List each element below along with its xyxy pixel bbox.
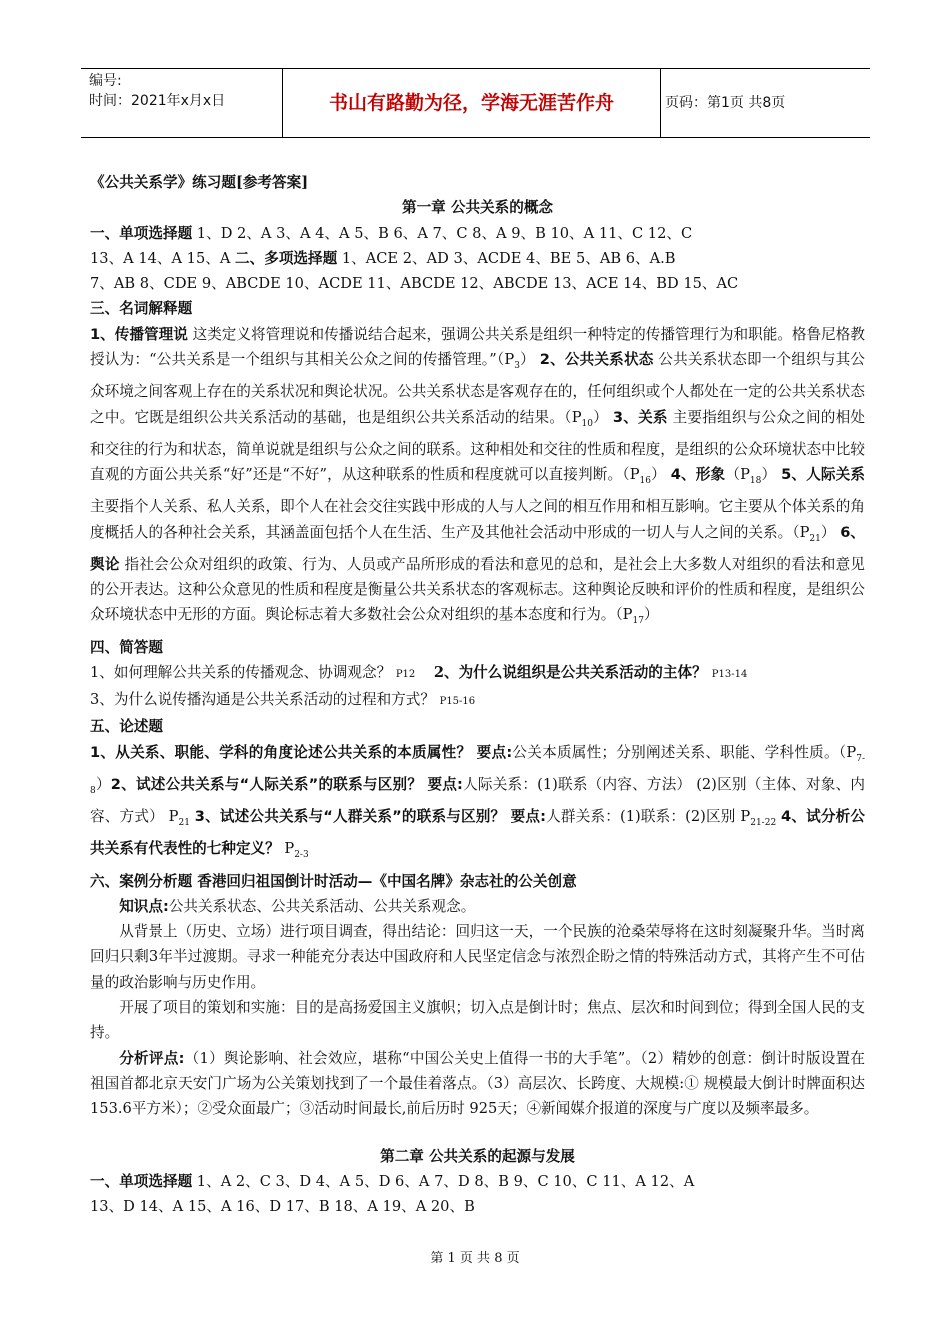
short-q3: 3、为什么说传播沟通是公共关系活动的过程和方式？ bbox=[90, 691, 440, 709]
header-motto-cell bbox=[283, 69, 661, 137]
essay-q2-head: 2、试述公共关系与“人际关系”的联系与区别？ 要点: bbox=[110, 775, 463, 793]
page-footer: 第 1 页 共 8 页 bbox=[430, 1251, 520, 1266]
term-6-text: 指社会公众对组织的政策、行为、人员或产品所形成的看法和意见的总和，是社会上大多数人对组织的看法和意见的公开表达。这种公众意见的性质和程度是衡量公共关系状态的客观标志。这种舆论反映和评价的性质和程度，是组织公众环境状态中无形的方面。舆论标志着大多数社会公众对组织的基本态度和行为。（P bbox=[90, 555, 865, 624]
essay-q2-ref: 21 bbox=[178, 818, 190, 829]
knowledge-points bbox=[90, 894, 865, 919]
mcq-heading: 一、单项选择题 bbox=[90, 224, 193, 242]
analysis-text: （1）舆论影响、社会效应，堪称“中国公关史上值得一书的大手笔”。（2）精妙的创意：倒计时版设置在祖国首都北京天安门广场为公关策划找到了一个最佳着落点。（3）高层次、长跨度、大规模:① 规模最大倒计时牌面积达153.6平方米）；②受众面最广；③活动时间最长,前后历时 925天；④新闻媒介报道的深度与广度以及频率最多。 bbox=[90, 1049, 865, 1118]
term-2-head: 2、公共关系状态 bbox=[539, 351, 654, 369]
header-left-cell bbox=[81, 69, 283, 137]
ch2-mcq-answers-1: 1、A 2、C 3、D 4、A 5、D 6、A 7、D 8、B 9、C 10、C 11、A 12、A bbox=[192, 1172, 695, 1190]
term-5-head: 5、人际关系 bbox=[781, 466, 866, 484]
short-q2: 2、为什么说组织是公共关系活动的主体？ bbox=[433, 663, 712, 681]
term-1-head: 1、传播管理说 bbox=[90, 325, 188, 343]
page-header bbox=[81, 68, 870, 138]
page-code: 页码：第1页 共8页 bbox=[665, 95, 786, 111]
short-answer-heading: 四、简答题 bbox=[90, 638, 163, 656]
knowledge-points-head: 知识点: bbox=[119, 897, 169, 915]
document-body bbox=[90, 170, 865, 1219]
essay-q4-ref: 2-3 bbox=[294, 850, 309, 861]
term-5-ref: 21 bbox=[809, 533, 821, 544]
essay-q3-text: 人群关系：(1)联系：(2)区别 P bbox=[545, 808, 751, 826]
ch2-mcq-line2: 13、D 14、A 15、A 16、D 17、B 18、A 19、A 20、B bbox=[90, 1198, 475, 1216]
short-answer-line2 bbox=[90, 687, 865, 714]
term-4-ref: 18 bbox=[749, 475, 762, 486]
ch1-mcq-line1 bbox=[90, 221, 865, 246]
terms-heading: 三、名词解释题 bbox=[90, 300, 193, 318]
essay-q3-head: 3、试述公共关系与“人群关系”的联系与区别？ 要点: bbox=[194, 808, 546, 826]
case-paragraph-1: 从背景上（历史、立场）进行项目调查，得出结论：回归这一天，一个民族的沧桑荣辱将在这时刻凝聚升华。当时离回归只剩3年半过渡期。寻求一种能充分表达中国政府和人民坚定信念与浓烈企盼之情的特殊活动方式，其将产生不可估量的政治影响与历史作用。 bbox=[90, 923, 865, 991]
essay-paragraph: 1、从关系、职能、学科的角度论述公共关系的本质属性？ 要点:公关本质属性；分别阐述关系、职能、学科性质。$(P_{7-8})2$、试述公共关系与“人际关系”的联系与区别？ 要点:人际关系：(1)联系（内容、方法） (2)区别（主体、对象、内容、方式） $P_{21}$ 3、试述公共关系与“人群关系”的联系与区别？ 要点:人群关系：(1)联系：(2)区别 $P_{21-22}$ 4、试分析公共关系有代表性的七种定义？ $P_{2-3}$ bbox=[90, 743, 866, 861]
essay-q1-text: 公关本质属性；分别阐述关系、职能、学科性质。（P bbox=[512, 743, 857, 761]
number-label: 编号: bbox=[89, 73, 122, 89]
ch1-mcq-line2 bbox=[90, 246, 865, 271]
term-1-text: 这类定义将管理说和传播说结合起来，强调公共关系是组织一种特定的传播管理行为和职能。格鲁尼格教授认为：“公共关系是一个组织与其相关公众之间的传播管理。”（P bbox=[90, 325, 866, 369]
multi-heading: 二、多项选择题 bbox=[235, 249, 338, 267]
analysis-head: 分析评点: bbox=[119, 1049, 185, 1067]
term-2-text: 公共关系状态即一个组织与其公众环境之间客观上存在的关系状况和舆论状况。公共关系状态是客观存在的，任何组织或个人都处在一定的公共关系状态之中。它既是组织公共关系活动的基础，也是组织公共关系活动的结果。（P bbox=[90, 351, 865, 426]
time-label: 时间：2021年x月x日 bbox=[89, 93, 226, 109]
ch2-mcq-line1 bbox=[90, 1169, 865, 1194]
term-3-text: 主要指组织与公众之间的相处和交往的行为和状态，简单说就是组织与公众之间的联系。这种相处和交往的性质和程度，是组织的公众环境状态中比较直观的方面公共关系“好”还是“不好”，从这种联系的性质和程度就可以直接判断。（P bbox=[90, 408, 866, 484]
essay-q1-head: 1、从关系、职能、学科的角度论述公共关系的本质属性？ 要点: bbox=[90, 743, 513, 761]
chapter2-title: 第二章 公共关系的起源与发展 bbox=[380, 1147, 575, 1165]
essay-q1-ref: 7-8 bbox=[90, 753, 865, 796]
essay-q3-ref: 21-22 bbox=[750, 818, 777, 829]
case-heading: 六、案例分析题 香港回归祖国倒计时活动—《中国名牌》杂志社的公关创意 bbox=[90, 872, 577, 890]
section-gap bbox=[90, 1122, 865, 1144]
short-q1: 1、如何理解公共关系的传播观念、协调观念？ bbox=[90, 663, 396, 681]
doc-title: 《公共关系学》练习题[参考答案] bbox=[90, 174, 309, 191]
essay-heading: 五、论述题 bbox=[90, 718, 163, 736]
term-3-ref: 16 bbox=[639, 475, 651, 486]
term-3-head: 3、关系 bbox=[612, 408, 668, 426]
term-4-text: （P bbox=[725, 466, 750, 484]
multi-answers-1: 1、ACE 2、AD 3、ACDE 4、BE 5、AB 6、A.B bbox=[337, 249, 676, 267]
knowledge-points-text: 公共关系状态、公共关系活动、公共关系观念。 bbox=[168, 897, 476, 915]
short-q3-ref: P15-16 bbox=[439, 696, 476, 708]
essay-q2-text: 人际关系：(1)联系（内容、方法） (2)区别（主体、对象、内容、方式） P bbox=[90, 775, 865, 826]
term-2-ref: 10 bbox=[581, 418, 593, 429]
essay-q4-head: 4、试分析公共关系有代表性的七种定义？ bbox=[90, 808, 866, 858]
header-page-cell bbox=[661, 69, 870, 137]
chapter1-title: 第一章 公共关系的概念 bbox=[401, 199, 554, 217]
term-6-head: 6、舆论 bbox=[90, 523, 866, 573]
mcq-answers-2: 13、A 14、A 15、A bbox=[90, 249, 236, 267]
term-4-head: 4、形象 bbox=[670, 466, 726, 484]
short-q1-ref: P12 bbox=[395, 668, 416, 680]
term-5-text: 主要指个人关系、私人关系，即个人在社会交往实践中形成的人与人之间的相互作用和相互影响。它主要从个体关系的角度概括人的各种社会关系，其涵盖面包括个人在生活、生产及其他社会活动中形成的一切人与人之间的关系。（P bbox=[90, 498, 865, 541]
essay-q4-text: P bbox=[279, 840, 295, 858]
ch1-mcq-line3: 7、AB 8、CDE 9、ABCDE 10、ACDE 11、ABCDE 12、ABCDE 13、ACE 14、BD 15、AC bbox=[90, 275, 739, 293]
ch2-mcq-heading: 一、单项选择题 bbox=[90, 1172, 193, 1190]
case-paragraph-2: 开展了项目的策划和实施：目的是高扬爱国主义旗帜；切入点是倒计时；焦点、层次和时间到位；得到全国人民的支持。 bbox=[90, 999, 865, 1042]
terms-paragraph: 1、传播管理说 这类定义将管理说和传播说结合起来，强调公共关系是组织一种特定的传播管理行为和职能。格鲁尼格教授认为：“公共关系是一个组织与其相关公众之间的传播管理。$”(P_3)$ 2、公共关系状态 公共关系状态即一个组织与其公众环境之间客观上存在的关系状况和舆论状况。公共关系状态是客观存在的，任何组织或个人都处在一定的公共关系状态之中。它既是组织公共关系活动的基础，也是组织公共关系活动的结果。$(P_{10})$ 3、关系 主要指组织与公众之间的相处和交往的行为和状态，简单说就是组织与公众之间的联系。这种相处和交往的性质和程度，是组织的公众环境状态中比较直观的方面公共关系“好”还是“不好”，从这种联系的性质和程度就可以直接判断。$(P_{16})$ 4、形象$(P_{18})$ 5、人际关系 主要指个人关系、私人关系，即个人在社会交往实践中形成的人与人之间的相互作用和相互影响。它主要从个体关系的角度概括人的各种社会关系，其涵盖面包括个人在生活、生产及其他社会活动中形成的一切人与人之间的关系。$(P_{21})$ 6、舆论 指社会公众对组织的政策、行为、人员或产品所形成的看法和意见的总和，是社会上大多数人对组织的看法和意见的公开表达。这种公众意见的性质和程度是衡量公共关系状态的客观标志。这种舆论反映和评价的性质和程度，是组织公众环境状态中无形的方面。舆论标志着大多数社会公众对组织的基本态度和行为。$(P_{17})$ bbox=[90, 325, 866, 627]
term-1-ref: 3 bbox=[514, 360, 520, 371]
mcq-answers-1: 1、D 2、A 3、A 4、A 5、B 6、A 7、C 8、A 9、B 10、A 11、C 12、C bbox=[192, 224, 693, 242]
term-6-ref: 17 bbox=[632, 616, 644, 627]
short-answer-line1 bbox=[90, 660, 865, 687]
analysis-paragraph bbox=[90, 1046, 865, 1122]
motto: 书山有路勤为径，学海无涯苦作舟 bbox=[328, 92, 614, 114]
short-q2-ref: P13-14 bbox=[711, 668, 748, 680]
